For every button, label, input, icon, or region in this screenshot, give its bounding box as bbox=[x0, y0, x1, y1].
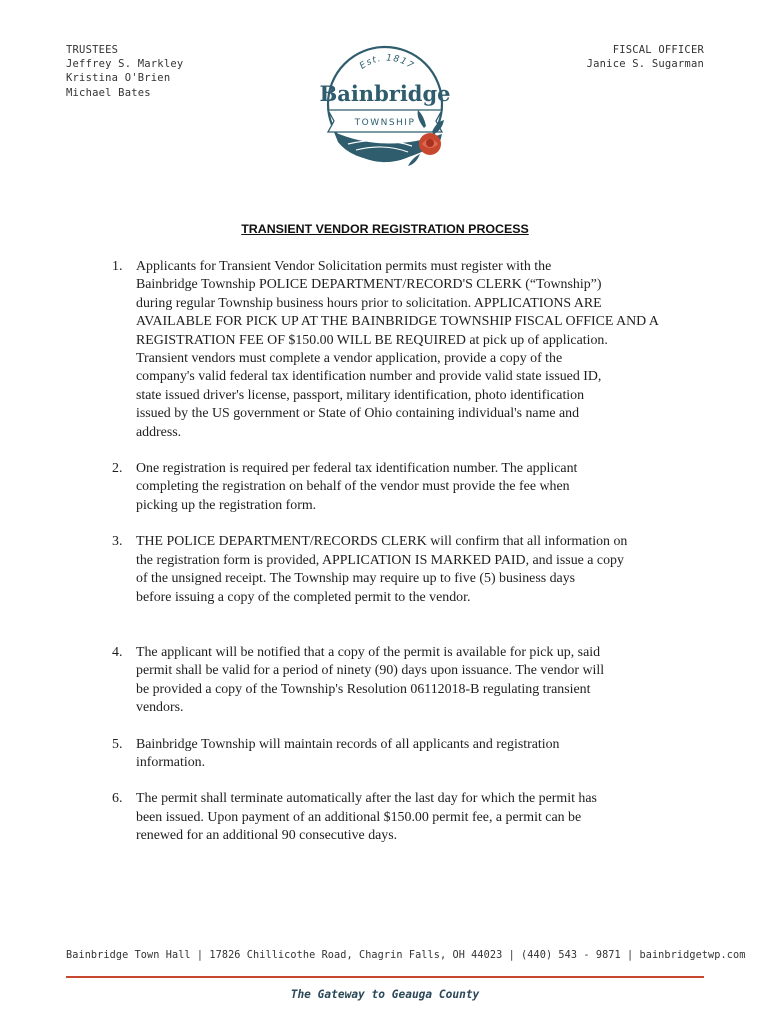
step-text-line: during regular Township business hours prior to solicitation. APPLICATIONS ARE bbox=[136, 295, 602, 311]
step-number: 5. bbox=[112, 736, 123, 752]
list-item bbox=[108, 790, 688, 845]
list-item bbox=[108, 644, 688, 718]
trustee-name: Michael Bates bbox=[66, 86, 151, 99]
trustee-name: Kristina O'Brien bbox=[66, 72, 171, 85]
step-text-line: REGISTRATION FEE OF $150.00 WILL BE REQUIRED at pick up of application. bbox=[136, 332, 608, 348]
step-number: 1. bbox=[112, 259, 123, 274]
logo-subtitle: TOWNSHIP bbox=[354, 118, 416, 128]
step-number: 4. bbox=[112, 644, 123, 660]
step-text-line: of the unsigned receipt. The Township may require up to five (5) business days bbox=[136, 571, 576, 587]
list-item bbox=[108, 460, 688, 515]
step-text-line: The permit shall terminate automatically after the last day for which the permit has bbox=[136, 791, 597, 807]
step-text-line: Transient vendors must complete a vendor application, provide a copy of the bbox=[136, 351, 563, 367]
step-text-line: permit shall be valid for a period of ninety (90) days upon issuance. The vendor will bbox=[136, 663, 605, 679]
fiscal-officer-heading: FISCAL OFFICER bbox=[612, 44, 704, 56]
step-text-line: completing the registration on behalf of the vendor must provide the fee when bbox=[136, 479, 570, 495]
step-text-line: company's valid federal tax identification number and provide valid state issued ID, bbox=[136, 369, 602, 385]
step-text-line: be provided a copy of the Township's Resolution 06112018-B regulating transient bbox=[136, 681, 591, 697]
step-text-line: state issued driver's license, passport, military identification, photo identification bbox=[136, 387, 585, 403]
fiscal-officer-name: Janice S. Sugarman bbox=[586, 58, 704, 71]
trustees-heading: TRUSTEES bbox=[66, 44, 119, 56]
step-text-line: Bainbridge Township will maintain records of all applicants and registration bbox=[136, 736, 560, 752]
step-text-line: THE POLICE DEPARTMENT/RECORDS CLERK will confirm that all information on bbox=[136, 534, 628, 550]
step-text-line: the registration form is provided, APPLICATION IS MARKED PAID, and issue a copy bbox=[136, 552, 624, 568]
step-text-line: Bainbridge Township POLICE DEPARTMENT/RECORD'S CLERK (“Township”) bbox=[136, 277, 602, 293]
step-text-line: The applicant will be notified that a copy of the permit is available for pick up, said bbox=[136, 644, 601, 660]
step-number: 6. bbox=[112, 791, 123, 807]
step-text-line: before issuing a copy of the completed permit to the vendor. bbox=[136, 589, 471, 605]
footer-tagline: The Gateway to Geauga County bbox=[290, 988, 480, 1001]
list-item bbox=[108, 258, 688, 442]
fiscal-officer-block bbox=[587, 43, 704, 71]
step-text-line: information. bbox=[136, 754, 206, 770]
svg-text:Est. 1817 bbox=[358, 53, 416, 71]
step-text-line: Applicants for Transient Vendor Solicitation permits must register with the bbox=[136, 259, 552, 274]
step-text-line: One registration is required per federal tax identification number. The applicant bbox=[136, 461, 578, 477]
footer-divider bbox=[66, 976, 704, 978]
step-text-line: picking up the registration form. bbox=[136, 497, 317, 513]
logo-established: Est. 1817 bbox=[358, 53, 416, 72]
step-text-line: been issued. Upon payment of an additional $150.00 permit fee, a permit can be bbox=[136, 809, 582, 825]
step-text-line: vendors. bbox=[136, 700, 184, 716]
step-text-line: AVAILABLE FOR PICK UP AT THE BAINBRIDGE TOWNSHIP FISCAL OFFICE AND A bbox=[136, 314, 659, 330]
step-text-line: address. bbox=[136, 424, 182, 440]
step-number: 2. bbox=[112, 461, 123, 477]
logo-name: Bainbridge bbox=[319, 81, 451, 106]
footer-contact: Bainbridge Town Hall | 17826 Chillicothe Road, Chagrin Falls, OH 44023 | (440) 543 - 9871 | bainbridgetwp.com bbox=[66, 950, 746, 961]
list-item bbox=[108, 533, 688, 607]
step-text-line: renewed for an additional 90 consecutive days. bbox=[136, 828, 398, 844]
trustees-block bbox=[66, 43, 183, 100]
bainbridge-township-logo bbox=[312, 44, 458, 174]
process-steps-list bbox=[108, 258, 688, 846]
step-number: 3. bbox=[112, 534, 123, 550]
step-text-line: issued by the US government or State of Ohio containing individual's name and bbox=[136, 406, 580, 422]
document-title: TRANSIENT VENDOR REGISTRATION PROCESS bbox=[241, 222, 529, 236]
trustee-name: Jeffrey S. Markley bbox=[66, 58, 184, 71]
list-item bbox=[108, 736, 688, 773]
